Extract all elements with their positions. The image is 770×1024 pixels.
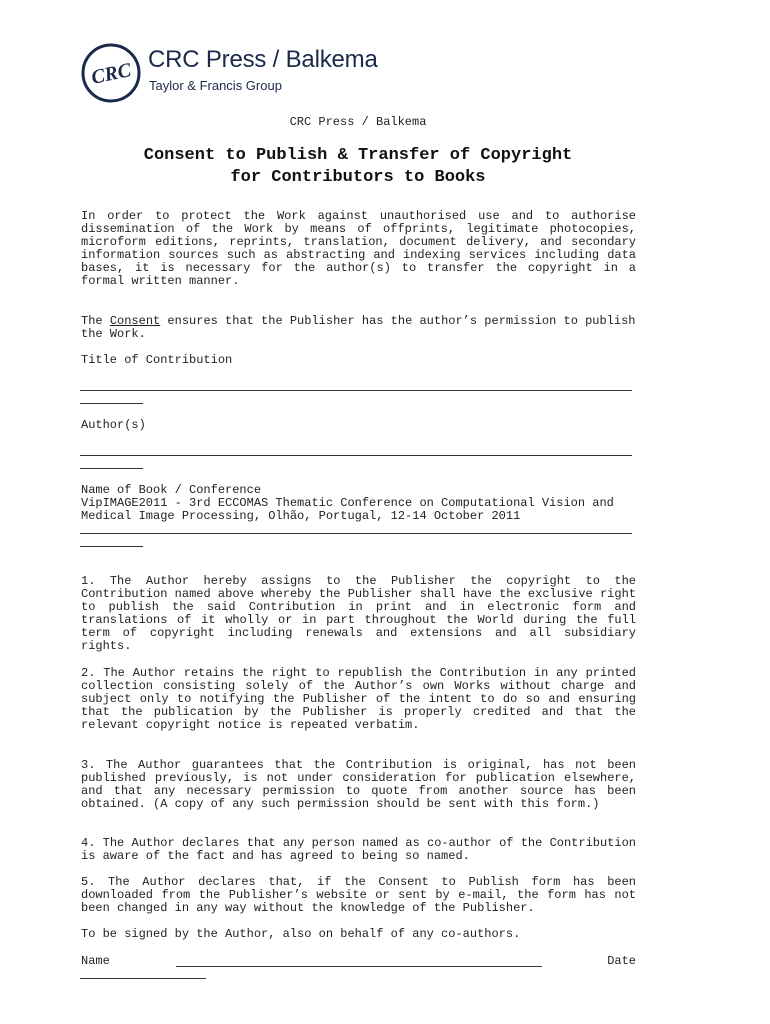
consent-post: ensures that the Publisher has the author’s permission to publish the Work. — [81, 314, 636, 341]
consent-pre: The — [81, 314, 110, 328]
authors-field-line-continuation — [80, 468, 143, 469]
title-field-line[interactable] — [80, 390, 632, 391]
title-line-1: Consent to Publish & Transfer of Copyright — [143, 146, 573, 165]
title-line-2: for Contributors to Books — [230, 168, 486, 187]
date-field-line[interactable] — [80, 978, 206, 979]
authors-field-line[interactable] — [80, 455, 632, 456]
book-conference-label: Name of Book / Conference — [81, 483, 262, 497]
book-conference-value: VipIMAGE2011 - 3rd ECCOMAS Thematic Conference on Computational Vision and Medical Image Processing, Olhão, Portugal, 12-14 October 2011 — [81, 496, 614, 523]
book-field-line-continuation — [80, 546, 143, 547]
crc-emblem-icon — [80, 42, 142, 104]
clause-3: 3. The Author guarantees that the Contribution is original, has not been published previously, is not under consideration for publication elsewhere, and that any necessary permission to quote from another source has been obtained. (A copy of any such permission should be sent with this form.) — [81, 758, 636, 811]
clause-4: 4. The Author declares that any person named as co-author of the Contribution is aware of the fact and has agreed to being so named. — [81, 836, 636, 863]
authors-label: Author(s) — [81, 418, 146, 432]
title-field-line-continuation — [80, 403, 143, 404]
clause-1: 1. The Author hereby assigns to the Publisher the copyright to the Contribution named above whereby the Publisher shall have the exclusive right to publish the said Contribution in print and in electronic form and translations of it wholly or in part throughout the World during the full term of copyright including renewals and extensions and all subsidiary rights. — [81, 574, 636, 653]
consent-link-text: Consent — [109, 314, 161, 328]
emblem-text: CRC — [89, 59, 134, 89]
book-field-line[interactable] — [80, 533, 632, 534]
publisher-logo — [80, 42, 410, 104]
clause-5: 5. The Author declares that, if the Consent to Publish form has been downloaded from the Publisher’s website or sent by e-mail, the form has not been changed in any way without the knowledge of the Publisher. — [81, 875, 636, 915]
logo-title: CRC Press / Balkema — [148, 46, 378, 73]
title-of-contribution-label: Title of Contribution — [81, 353, 233, 367]
document-title — [0, 145, 716, 189]
date-label: Date — [607, 954, 636, 968]
consent-paragraph — [81, 315, 636, 341]
name-label: Name — [81, 954, 110, 968]
intro-paragraph: In order to protect the Work against unauthorised use and to authorise dissemination of the Work by means of offprints, legitimate photocopies, microform editions, reprints, translation, document delivery, and secondary information sources such as abstracting and indexing services including data bases, it is necessary for the author(s) to transfer the copyright in a formal written manner. — [81, 209, 636, 288]
publisher-name: CRC Press / Balkema — [289, 115, 427, 129]
logo-subtitle: Taylor & Francis Group — [149, 78, 282, 93]
signing-instruction: To be signed by the Author, also on behalf of any co-authors. — [81, 927, 521, 941]
name-field-line[interactable] — [176, 966, 542, 967]
clause-2: 2. The Author retains the right to republish the Contribution in any printed collection consisting solely of the Author’s own Works without charge and subject only to notifying the Publisher of the intent to do so and ensuring that the publication by the Publisher is properly credited and that the relevant copyright notice is repeated verbatim. — [81, 666, 636, 732]
